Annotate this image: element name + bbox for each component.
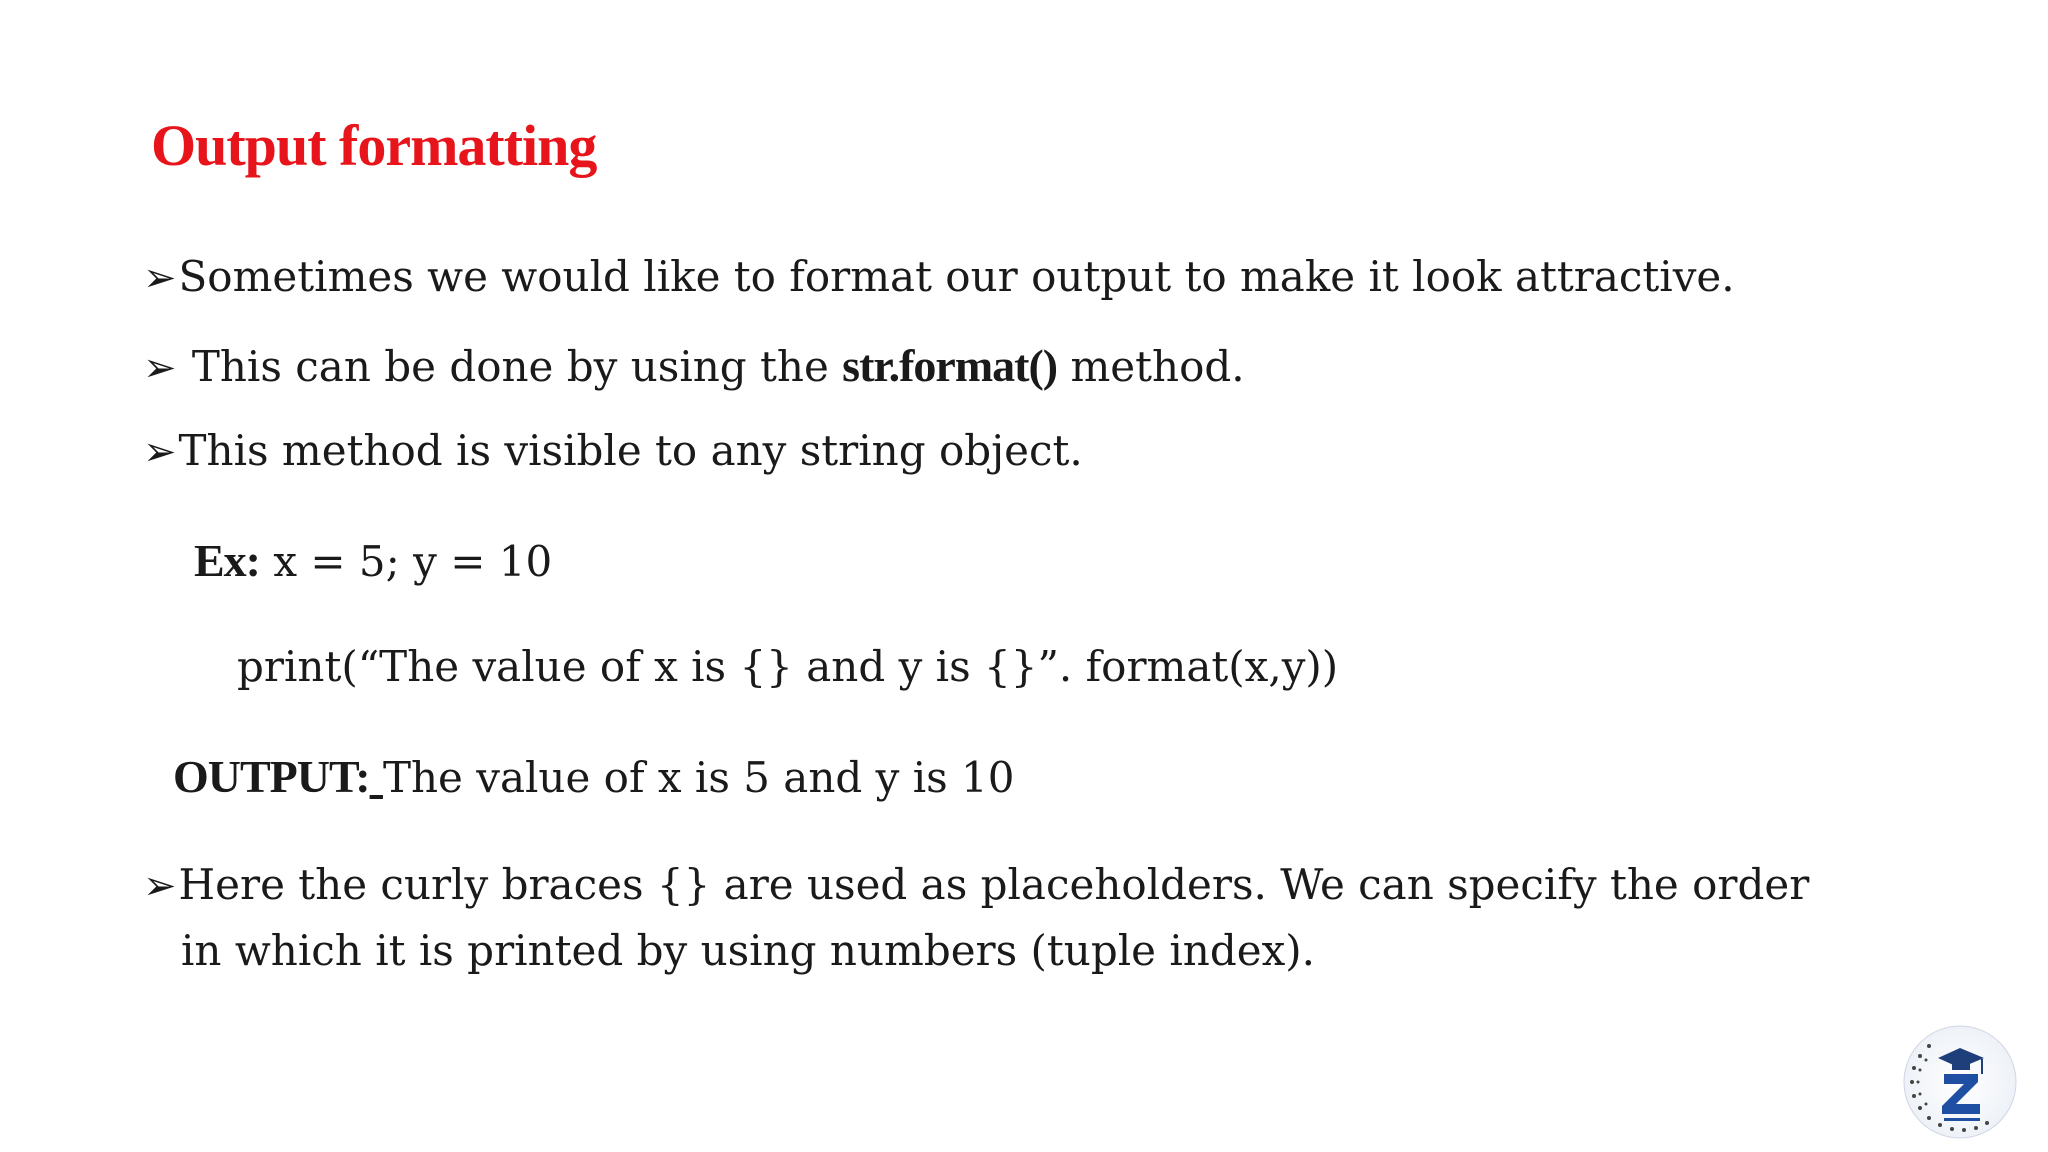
graduation-cap-z-logo-icon bbox=[1900, 1022, 2020, 1142]
bullet-1 bbox=[143, 252, 1735, 301]
example-line-1 bbox=[194, 535, 553, 586]
output-line bbox=[173, 751, 1015, 802]
output-label: OUTPUT: bbox=[173, 751, 370, 802]
output-text: The value of x is 5 and y is 10 bbox=[382, 753, 1015, 802]
str-format-method: str.format() bbox=[842, 340, 1058, 391]
bullet-2-text-pre: This can be done by using the bbox=[178, 342, 843, 391]
output-underlined-space bbox=[370, 753, 383, 802]
example-label: Ex: bbox=[194, 535, 260, 586]
slide-title: Output formatting bbox=[151, 113, 597, 178]
bullet-4-continuation bbox=[181, 926, 1316, 975]
bullet-4-line-1: Here the curly braces {} are used as placeholders. We can specify the order bbox=[178, 860, 1810, 909]
arrow-bullet-icon: ➢ bbox=[143, 255, 177, 301]
bullet-4-line-2: in which it is printed by using numbers (tuple index). bbox=[181, 926, 1316, 975]
example-code-2: print(“The value of x is {} and y is {}”. format(x,y)) bbox=[237, 642, 1339, 691]
bullet-1-text: Sometimes we would like to format our output to make it look attractive. bbox=[178, 252, 1735, 301]
arrow-bullet-icon: ➢ bbox=[143, 429, 177, 475]
bullet-2-text-post: method. bbox=[1057, 342, 1245, 391]
bullet-2 bbox=[143, 340, 1245, 391]
example-code-1: x = 5; y = 10 bbox=[260, 537, 553, 586]
bullet-4 bbox=[143, 860, 1810, 909]
arrow-bullet-icon: ➢ bbox=[143, 863, 177, 909]
bullet-3-text: This method is visible to any string object. bbox=[178, 426, 1083, 475]
arrow-bullet-icon: ➢ bbox=[143, 345, 177, 391]
example-line-2 bbox=[237, 642, 1339, 691]
bullet-3 bbox=[143, 426, 1083, 475]
